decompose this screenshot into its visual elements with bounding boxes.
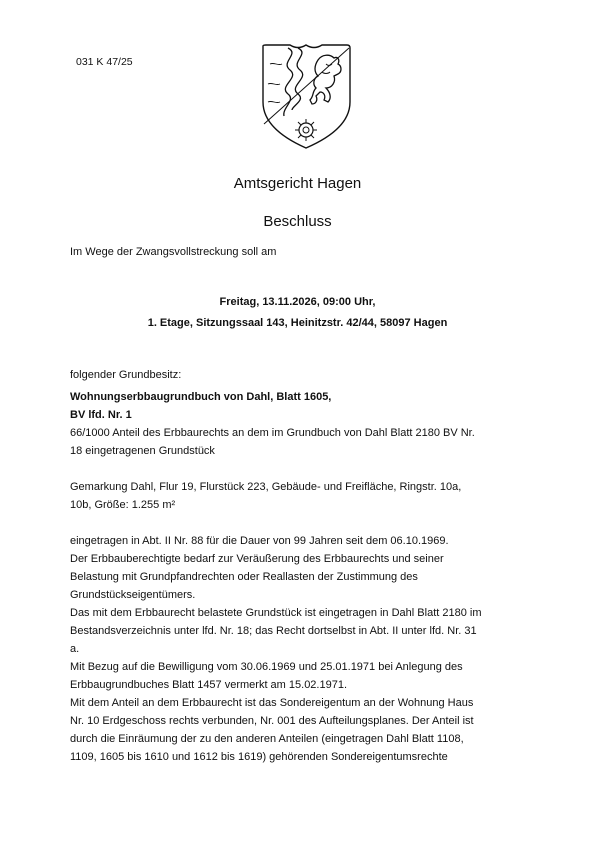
court-name: Amtsgericht Hagen	[233, 175, 362, 192]
property-description	[70, 366, 530, 766]
land-register-line-2: BV lfd. Nr. 1	[70, 409, 132, 421]
detail-line: Belastung mit Grundpfandrechten oder Reallasten der Zustimmung des	[70, 571, 418, 583]
coat-of-arms-icon	[260, 44, 353, 151]
appointment-date: Freitag, 13.11.2026, 09:00 Uhr,	[219, 296, 376, 308]
property-lead: folgender Grundbesitz:	[70, 369, 182, 381]
intro-text: Im Wege der Zwangsvollstreckung soll am	[70, 246, 277, 258]
appointment-place: 1. Etage, Sitzungssaal 143, Heinitzstr. 42/44, 58097 Hagen	[147, 317, 448, 329]
detail-line: a.	[70, 643, 80, 655]
plot-line-2: 10b, Größe: 1.255 m²	[70, 499, 176, 511]
land-register-line-1: Wohnungserbbaugrundbuch von Dahl, Blatt 1605,	[70, 391, 332, 403]
share-line-2: 18 eingetragenen Grundstück	[70, 445, 215, 457]
detail-line: eingetragen in Abt. II Nr. 88 für die Dauer von 99 Jahren seit dem 06.10.1969.	[70, 535, 449, 547]
detail-line: durch die Einräumung der zu den anderen Anteilen (eingetragen Dahl Blatt 1108,	[70, 733, 464, 745]
detail-line: Mit dem Anteil an dem Erbbaurecht ist das Sondereigentum an der Wohnung Haus	[70, 697, 474, 709]
detail-line: Bestandsverzeichnis unter lfd. Nr. 18; das Recht dortselbst in Abt. II unter lfd. Nr. 31	[70, 625, 477, 637]
file-number: 031 K 47/25	[76, 56, 133, 68]
document-title: Beschluss	[263, 213, 332, 230]
share-line-1: 66/1000 Anteil des Erbbaurechts an dem im Grundbuch von Dahl Blatt 2180 BV Nr.	[70, 427, 475, 439]
detail-line: Das mit dem Erbbaurecht belastete Grundstück ist eingetragen in Dahl Blatt 2180 im	[70, 607, 482, 619]
detail-line: Nr. 10 Erdgeschoss rechts verbunden, Nr. 001 des Aufteilungsplanes. Der Anteil ist	[70, 715, 474, 727]
detail-line: 1109, 1605 bis 1610 und 1612 bis 1619) gehörenden Sondereigentumsrechte	[70, 751, 448, 763]
detail-line: Der Erbbauberechtigte bedarf zur Veräußerung des Erbbaurechts und seiner	[70, 553, 444, 565]
detail-line: Mit Bezug auf die Bewilligung vom 30.06.1969 und 25.01.1971 bei Anlegung des	[70, 661, 463, 673]
detail-line: Erbbaugrundbuches Blatt 1457 vermerkt am 15.02.1971.	[70, 679, 348, 691]
plot-line-1: Gemarkung Dahl, Flur 19, Flurstück 223, Gebäude- und Freifläche, Ringstr. 10a,	[70, 481, 462, 493]
detail-line: Grundstückseigentümers.	[70, 589, 196, 601]
